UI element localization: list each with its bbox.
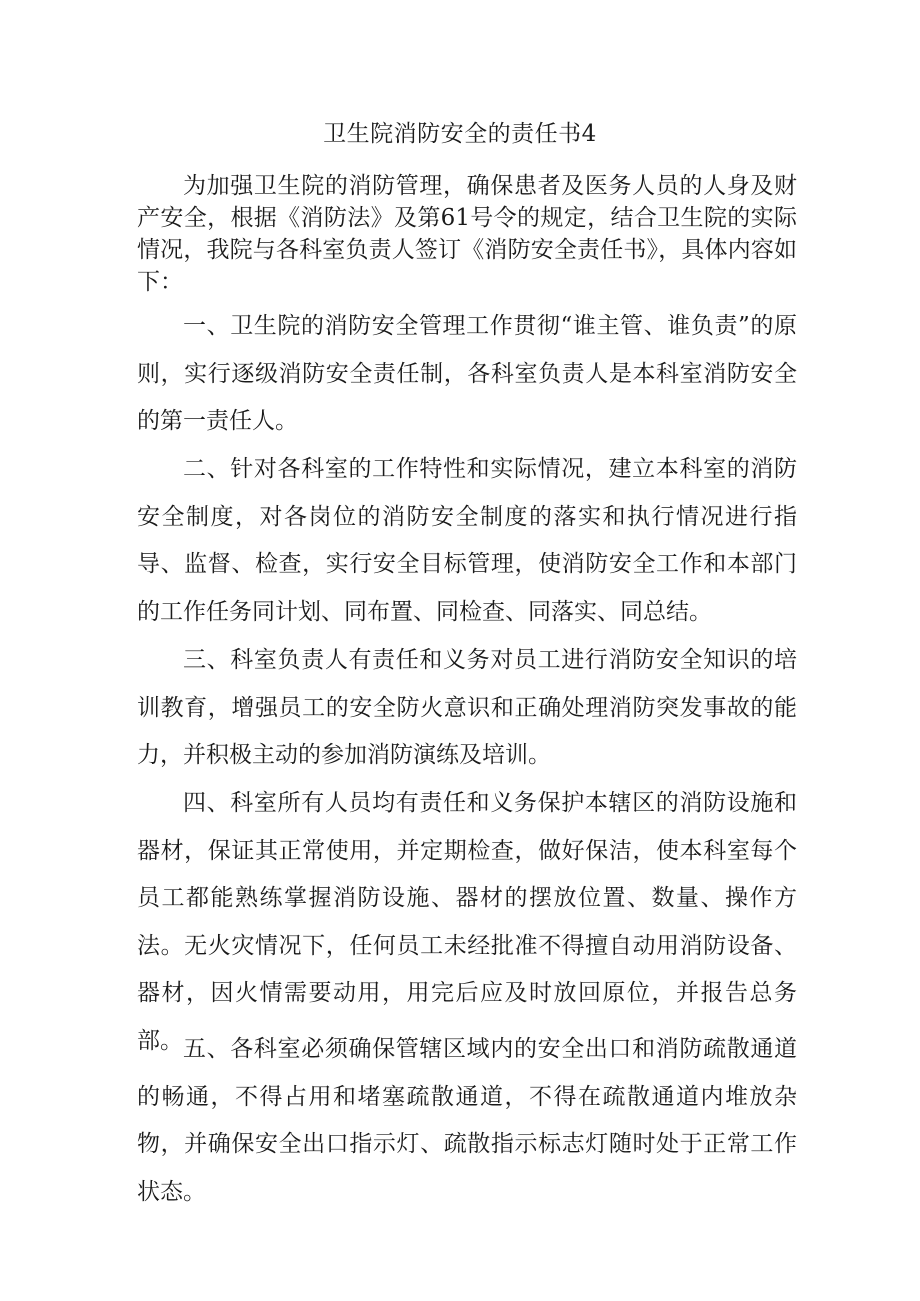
document-title: 卫生院消防安全的责任书4: [323, 121, 597, 147]
intro-paragraph: 为加强卫生院的消防管理，确保患者及医务人员的人身及财产安全，根据《消防法》及第61号令的规定，结合卫生院的实际情况，我院与各科室负责人签订《消防安全责任书》，具体内容如下：: [137, 173, 797, 295]
clause-2-paragraph: 二、针对各科室的工作特性和实际情况，建立本科室的消防安全制度，对各岗位的消防安全制度的落实和执行情况进行指导、监督、检查，实行安全目标管理，使消防安全工作和本部门的工作任务同计划、同布置、同检查、同落实、同总结。: [137, 456, 797, 625]
clause-1-paragraph: 一、卫生院的消防安全管理工作贯彻“谁主管、谁负责”的原则，实行逐级消防安全责任制，各科室负责人是本科室消防安全的第一责任人。: [137, 313, 797, 434]
clause-5-paragraph: 五、各科室必须确保管辖区域内的安全出口和消防疏散通道的畅通，不得占用和堵塞疏散通道，不得在疏散通道内堆放杂物，并确保安全出口指示灯、疏散指示标志灯随时处于正常工作状态。: [137, 1036, 797, 1205]
clause-3-paragraph: 三、科室负责人有责任和义务对员工进行消防安全知识的培训教育，增强员工的安全防火意识和正确处理消防突发事故的能力，并积极主动的参加消防演练及培训。: [137, 647, 797, 768]
clause-4-paragraph: 四、科室所有人员均有责任和义务保护本辖区的消防设施和器材，保证其正常使用，并定期检查，做好保洁，使本科室每个员工都能熟练掌握消防设施、器材的摆放位置、数量、操作方法。无火灾情况下，任何员工未经批准不得擅自动用消防设备、器材，因火情需要动用，用完后应及时放回原位，并报告总务部。: [137, 790, 797, 1054]
